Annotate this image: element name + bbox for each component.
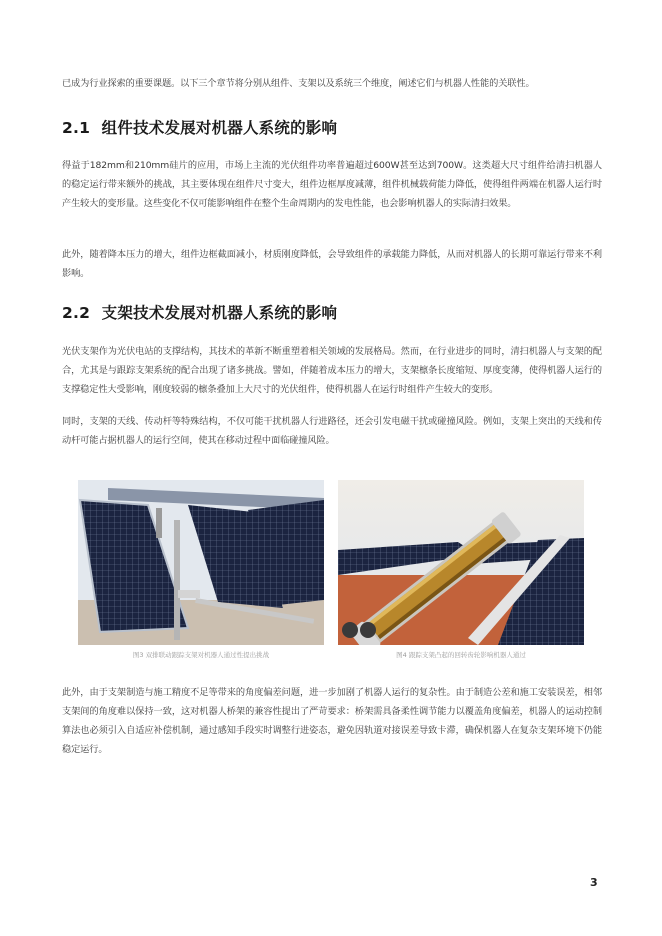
section-heading-2-1	[62, 116, 337, 138]
section-number: 2.1	[62, 119, 91, 137]
section-title: 组件技术发展对机器人系统的影响	[101, 119, 338, 137]
section-number: 2.2	[62, 304, 91, 322]
intro-paragraph: 已成为行业探索的重要课题。以下三个章节将分别从组件、支架以及系统三个维度，阐述它们与机器人性能的关联性。	[62, 78, 535, 89]
section-2-1-paragraph-2: 此外，随着降本压力的增大，组件边框截面减小，材质刚度降低，会导致组件的承载能力降低，从而对机器人的长期可靠运行带来不利影响。	[62, 249, 602, 279]
figure-4-caption: 图4 跟踪支架凸起的回转齿轮影响机器人通过	[396, 651, 526, 659]
page-number: 3	[590, 876, 598, 889]
section-title: 支架技术发展对机器人系统的影响	[101, 304, 338, 322]
figure-3-image	[78, 480, 324, 645]
figure-4-image	[338, 480, 584, 645]
section-heading-2-2	[62, 301, 337, 323]
section-2-2-paragraph-2: 同时，支架的天线、传动杆等特殊结构，不仅可能干扰机器人行进路径，还会引发电磁干扰或碰撞风险。例如，支架上突出的天线和传动杆可能占据机器人的运行空间，使其在移动过程中面临碰撞风险。	[62, 416, 602, 446]
section-2-2-paragraph-1: 光伏支架作为光伏电站的支撑结构，其技术的革新不断重塑着相关领域的发展格局。然而，在行业进步的同时，清扫机器人与支架的配合，尤其是与跟踪支架系统的配合出现了诸多挑战。譬如，伴随着成本压力的增大，支架檩条长度缩短、厚度变薄，使得机器人运行的支撑稳定性大受影响，刚度较弱的檩条叠加上大尺寸的光伏组件，使得机器人在运行时组件产生较大的变形。	[62, 346, 602, 395]
section-2-1-paragraph-1: 得益于182mm和210mm硅片的应用，市场上主流的光伏组件功率普遍超过600W甚至达到700W。这类超大尺寸组件给清扫机器人的稳定运行带来额外的挑战，其主要体现在组件尺寸变大，组件边框厚度减薄，组件机械载荷能力降低，使得组件两端在机器人运行时产生较大的变形量。这些变化不仅可能影响组件在整个生命周期内的发电性能，也会影响机器人的实际清扫效果。	[62, 160, 602, 209]
closing-paragraph: 此外，由于支架制造与施工精度不足等带来的角度偏差问题，进一步加剧了机器人运行的复杂性。由于制造公差和施工安装误差，相邻支架间的角度难以保持一致，这对机器人桥架的兼容性提出了严苛要求：桥架需具备柔性调节能力以覆盖角度偏差，机器人的运动控制算法也必须引入自适应补偿机制，通过感知手段实时调整行进姿态，避免因轨道对接误差导致卡滞，确保机器人在复杂支架环境下仍能稳定运行。	[62, 687, 602, 755]
figure-3-caption: 图3 双排联动跟踪支架对机器人通过性提出挑战	[132, 651, 270, 659]
